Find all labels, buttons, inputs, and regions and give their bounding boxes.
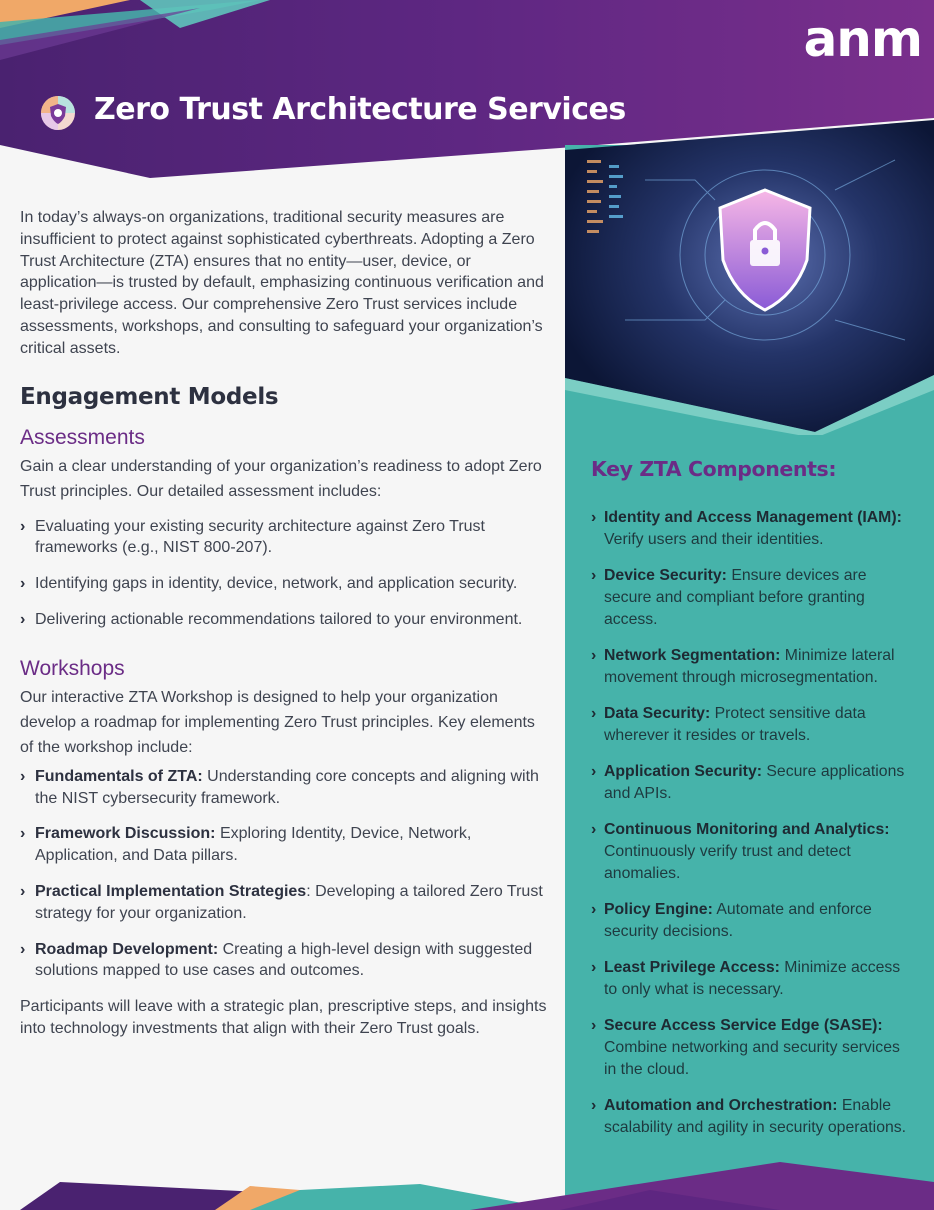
- engagement-heading: Engagement Models: [20, 383, 279, 410]
- chevron-right-icon: ›: [20, 940, 26, 958]
- list-item: › Practical Implementation Strategies: Developing a tailored Zero Trust strategy for your organization.: [20, 882, 543, 922]
- list-item: › Evaluating your existing security architecture against Zero Trust frameworks (e.g., NIST 800-207).: [20, 517, 485, 557]
- chevron-right-icon: ›: [20, 575, 26, 593]
- chevron-right-icon: ›: [591, 646, 597, 664]
- assessments-list: [20, 516, 550, 631]
- workshops-lead: Our interactive ZTA Workshop is designed to help your organization develop a roadmap for implementing Zero Trust principles. Key elements of the workshop include:: [20, 688, 535, 756]
- list-item: › Device Security: Ensure devices are secure and compliant before granting access.: [591, 567, 867, 628]
- list-item: › Continuous Monitoring and Analytics: Continuously verify trust and detect anomalies.: [591, 821, 890, 882]
- chevron-right-icon: ›: [591, 567, 597, 585]
- chevron-right-icon: ›: [20, 882, 26, 900]
- list-item: › Data Security: Protect sensitive data wherever it resides or travels.: [591, 705, 866, 744]
- shield-disc-icon: [40, 95, 76, 131]
- chevron-right-icon: ›: [20, 825, 26, 843]
- list-item: › Identifying gaps in identity, device, network, and application security.: [20, 573, 550, 595]
- list-item: › Delivering actionable recommendations tailored to your environment.: [20, 609, 550, 631]
- list-item: › Network Segmentation: Minimize lateral movement through microsegmentation.: [591, 646, 895, 686]
- padlock-shield-hero: [565, 120, 934, 435]
- list-item: › Secure Access Service Edge (SASE): Combine networking and security services in the cloud.: [591, 1017, 900, 1078]
- list-item: › Identity and Access Management (IAM): Verify users and their identities.: [591, 509, 902, 548]
- intro-paragraph: In today’s always-on organizations, traditional security measures are insufficient to protect against sophisticated cyberthreats. Adopting a Zero Trust Architecture (ZTA) ensures that no entity—user, device, or application—is trusted by default, emphasizing continuous verification and least-privilege access. Our comprehensive Zero Trust services include assessments, workshops, and consulting to safeguard your organization’s critical assets.: [20, 209, 544, 357]
- chevron-right-icon: ›: [591, 509, 597, 526]
- workshops-closing: Participants will leave with a strategic plan, prescriptive steps, and insights into technology investments that align with their Zero Trust goals.: [20, 998, 547, 1037]
- list-item: › Roadmap Development: Creating a high-level design with suggested solutions mapped to use cases and outcomes.: [20, 940, 533, 980]
- page-title: Zero Trust Architecture Services: [94, 92, 626, 127]
- footer-banner: [0, 1160, 934, 1210]
- chevron-right-icon: ›: [20, 610, 26, 628]
- chevron-right-icon: ›: [591, 821, 597, 839]
- components-section: [591, 457, 916, 1153]
- chevron-right-icon: ›: [591, 1097, 597, 1115]
- anm-logo: anm: [803, 10, 922, 68]
- list-item: › Application Security: Secure applications and APIs.: [591, 763, 905, 802]
- chevron-right-icon: ›: [591, 1017, 597, 1035]
- components-heading: Key ZTA Components:: [591, 457, 837, 481]
- list-item: › Least Privilege Access: Minimize access to only what is necessary.: [591, 959, 901, 999]
- chevron-right-icon: ›: [591, 901, 597, 919]
- list-item: › Framework Discussion: Exploring Identity, Device, Network, Application, and Data pillars.: [20, 825, 472, 865]
- list-item: › Fundamentals of ZTA: Understanding core concepts and aligning with the NIST cybersecurity framework.: [20, 767, 539, 807]
- list-item: › Policy Engine: Automate and enforce security decisions.: [591, 901, 872, 940]
- components-list: [591, 507, 916, 1139]
- list-item: › Automation and Orchestration: Enable scalability and agility in security operations.: [591, 1097, 907, 1137]
- workshops-title: Workshops: [20, 656, 125, 680]
- main-content: [20, 207, 550, 1040]
- assessments-title: Assessments: [20, 425, 145, 449]
- chevron-right-icon: ›: [20, 767, 26, 785]
- chevron-right-icon: ›: [591, 763, 597, 781]
- chevron-right-icon: ›: [20, 517, 26, 535]
- chevron-right-icon: ›: [591, 959, 597, 977]
- workshops-list: [20, 766, 550, 982]
- assessments-lead: Gain a clear understanding of your organization’s readiness to adopt Zero Trust principles. Our detailed assessment includes:: [20, 457, 542, 500]
- chevron-right-icon: ›: [591, 705, 597, 723]
